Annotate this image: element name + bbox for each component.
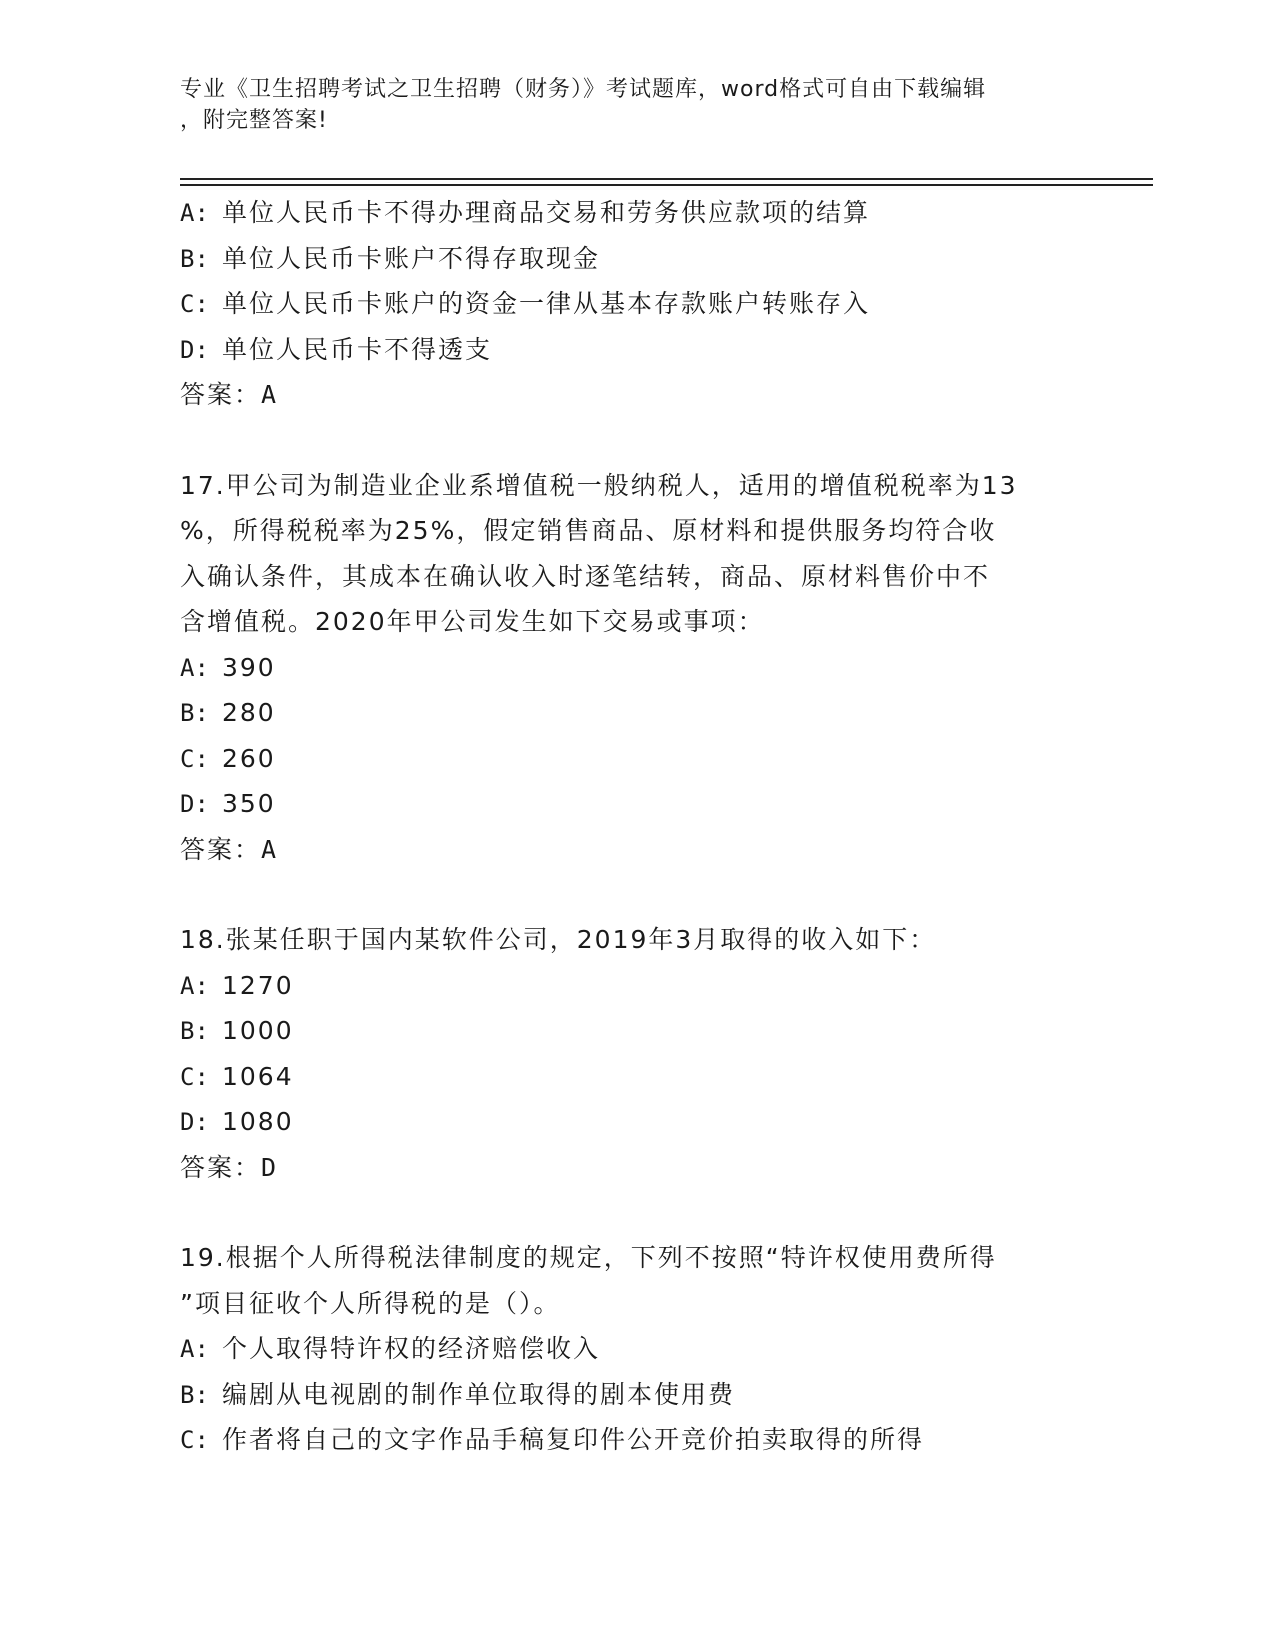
question-stem-line: %，所得税税率为25%，假定销售商品、原材料和提供服务均符合收 bbox=[180, 516, 997, 545]
answer-value: D bbox=[261, 1152, 277, 1182]
option-letter: A: bbox=[180, 971, 209, 1000]
option-letter: B: bbox=[180, 244, 209, 273]
option-letter: D: bbox=[180, 1108, 209, 1136]
option-letter: B: bbox=[180, 1380, 209, 1409]
answer-value: A bbox=[261, 380, 277, 409]
question-stem-line: 入确认条件，其成本在确认收入时逐笔结转，商品、原材料售价中不 bbox=[180, 561, 991, 591]
option-letter: A: bbox=[180, 653, 209, 682]
option-a bbox=[180, 1326, 1080, 1372]
answer-line bbox=[180, 1145, 1080, 1191]
header-rule-top bbox=[180, 178, 1153, 180]
spacer bbox=[180, 1190, 1080, 1235]
option-text: 1000 bbox=[222, 1016, 294, 1045]
option-a bbox=[180, 190, 1080, 236]
question-17 bbox=[180, 463, 1080, 873]
option-b bbox=[180, 1372, 1080, 1418]
answer-label: 答案： bbox=[180, 834, 262, 864]
answer-line bbox=[180, 827, 1080, 873]
option-letter: C: bbox=[180, 744, 209, 773]
option-text: 单位人民币卡账户不得存取现金 bbox=[222, 243, 601, 273]
option-letter: D: bbox=[180, 335, 209, 364]
question-stem-line: 18.张某任职于国内某软件公司，2019年3月取得的收入如下： bbox=[180, 925, 937, 954]
option-a bbox=[180, 645, 1080, 691]
option-d bbox=[180, 327, 1080, 373]
option-letter: C: bbox=[180, 290, 209, 318]
header-rule-bottom bbox=[180, 184, 1153, 186]
option-text: 1270 bbox=[222, 970, 294, 1000]
question-content bbox=[180, 190, 1080, 1463]
option-d bbox=[180, 781, 1080, 827]
option-text: 1064 bbox=[222, 1061, 294, 1091]
option-letter: A: bbox=[180, 199, 209, 227]
answer-label: 答案： bbox=[180, 380, 262, 409]
question-stem-line: 17.甲公司为制造业企业系增值税一般纳税人，适用的增值税税率为13 bbox=[180, 470, 1018, 500]
answer-label: 答案： bbox=[180, 1152, 262, 1182]
spacer bbox=[180, 872, 1080, 917]
option-text: 260 bbox=[222, 743, 276, 773]
option-a bbox=[180, 963, 1080, 1009]
option-b bbox=[180, 1008, 1080, 1054]
option-text: 350 bbox=[222, 789, 276, 818]
option-text: 280 bbox=[222, 698, 276, 727]
question-19 bbox=[180, 1235, 1080, 1463]
option-letter: C: bbox=[180, 1426, 209, 1454]
option-text: 单位人民币卡不得办理商品交易和劳务供应款项的结算 bbox=[222, 198, 871, 227]
answer-value: A bbox=[261, 834, 277, 864]
header-line-1: 专业《卫生招聘考试之卫生招聘（财务）》考试题库，word格式可自由下载编辑 bbox=[180, 77, 987, 102]
option-b bbox=[180, 690, 1080, 736]
question-18 bbox=[180, 917, 1080, 1190]
option-b bbox=[180, 236, 1080, 282]
option-letter: B: bbox=[180, 1017, 209, 1045]
option-text: 个人取得特许权的经济赔偿收入 bbox=[222, 1334, 601, 1363]
option-text: 1080 bbox=[222, 1107, 294, 1136]
question-stem-line: ”项目征收个人所得税的是（）。 bbox=[180, 1288, 561, 1318]
option-letter: A: bbox=[180, 1335, 209, 1363]
header-line-2: ，附完整答案! bbox=[180, 108, 328, 133]
option-letter: B: bbox=[180, 699, 209, 727]
option-c bbox=[180, 1417, 1080, 1463]
option-c bbox=[180, 1054, 1080, 1100]
option-text: 单位人民币卡账户的资金一律从基本存款账户转账存入 bbox=[222, 289, 871, 318]
option-text: 390 bbox=[222, 652, 276, 682]
option-letter: C: bbox=[180, 1062, 209, 1091]
spacer bbox=[180, 418, 1080, 463]
document-header bbox=[180, 74, 1060, 136]
option-c bbox=[180, 281, 1080, 327]
option-letter: D: bbox=[180, 790, 209, 818]
question-16 bbox=[180, 190, 1080, 418]
answer-line bbox=[180, 372, 1080, 418]
question-stem-line: 19.根据个人所得税法律制度的规定，下列不按照“特许权使用费所得 bbox=[180, 1243, 997, 1272]
option-text: 单位人民币卡不得透支 bbox=[222, 334, 493, 364]
option-text: 作者将自己的文字作品手稿复印件公开竞价拍卖取得的所得 bbox=[222, 1425, 925, 1454]
option-d bbox=[180, 1099, 1080, 1145]
question-stem-line: 含增值税。2020年甲公司发生如下交易或事项： bbox=[180, 607, 765, 636]
option-c bbox=[180, 736, 1080, 782]
option-text: 编剧从电视剧的制作单位取得的剧本使用费 bbox=[222, 1379, 736, 1409]
